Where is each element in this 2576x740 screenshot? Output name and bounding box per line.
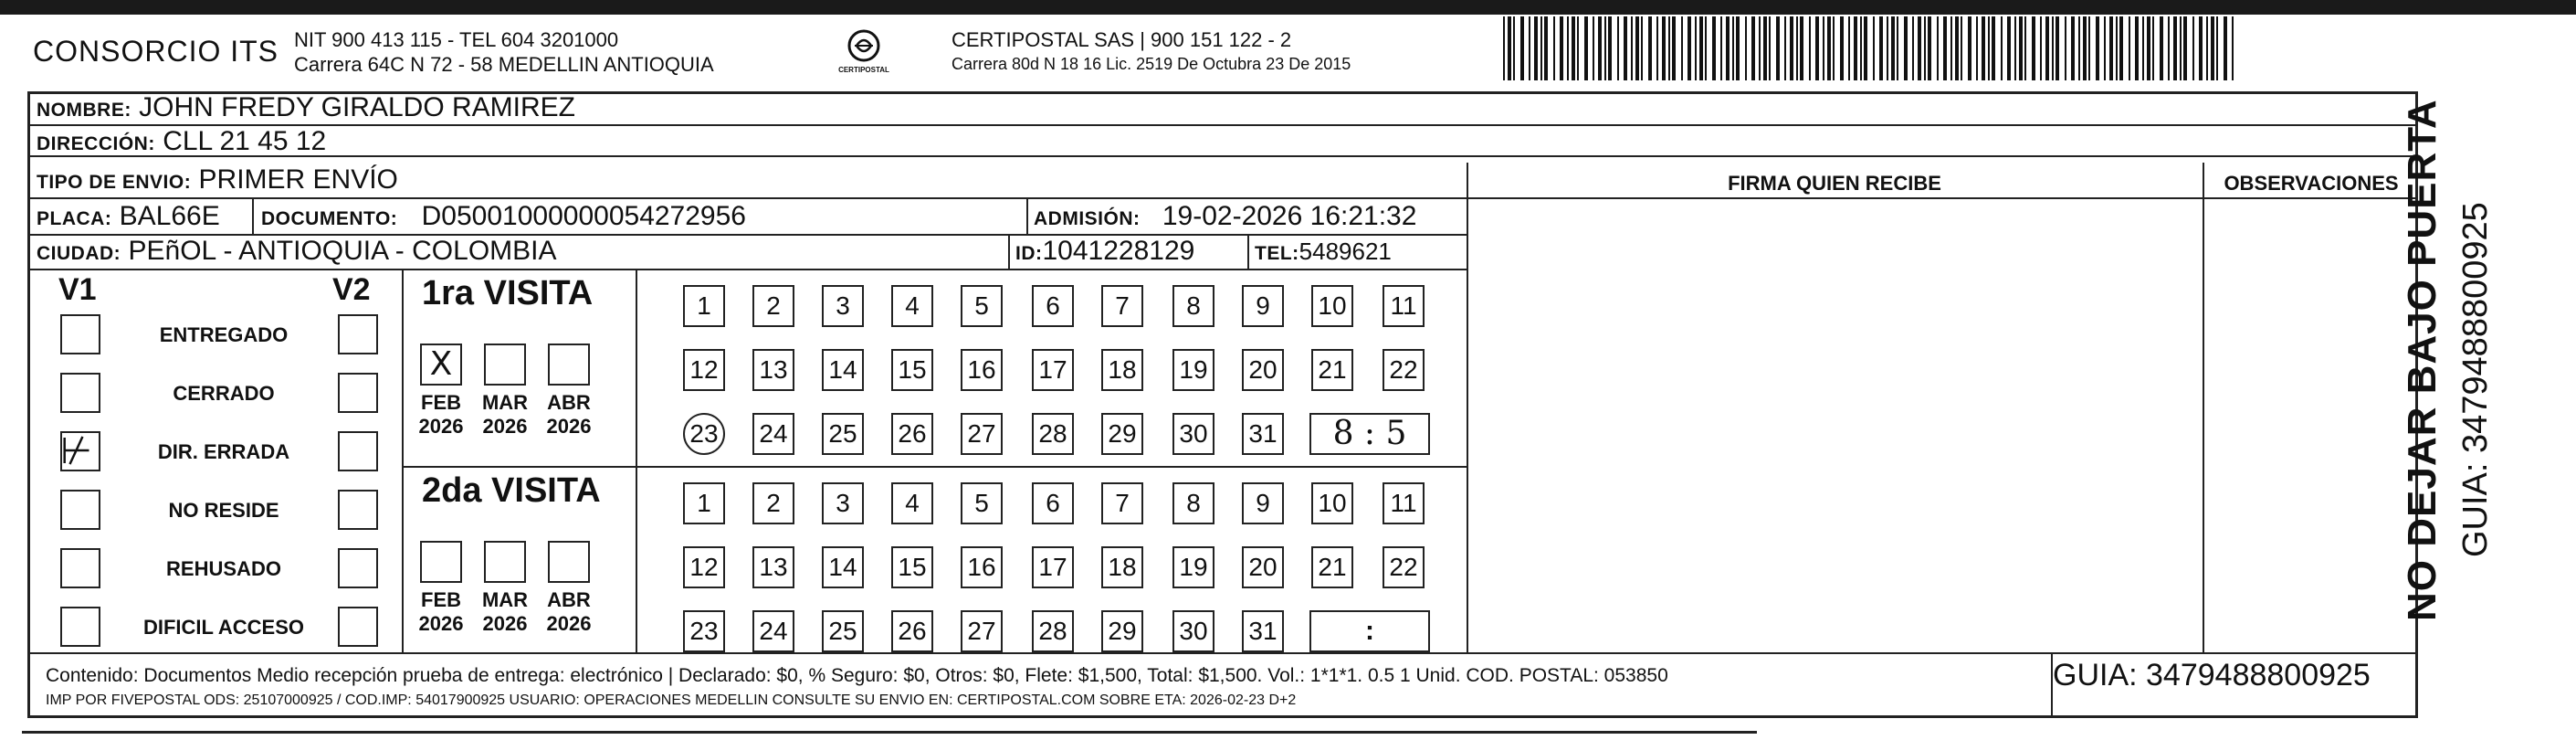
- barcode-bar: [1976, 16, 1978, 80]
- month-label: [537, 588, 601, 636]
- day-box[interactable]: 11: [1383, 285, 1425, 327]
- day-box[interactable]: 1: [683, 285, 725, 327]
- barcode-bar: [1699, 16, 1703, 80]
- v2-heading: V2: [332, 272, 371, 307]
- barcode-bar: [2135, 16, 2139, 80]
- placa-label: PLACA:: [37, 208, 112, 229]
- time-box[interactable]: :: [1309, 610, 1430, 652]
- day-box[interactable]: 17: [1032, 349, 1074, 391]
- courier-address: Carrera 80d N 18 16 Lic. 2519 De Octubra 23 De 2015: [952, 55, 1351, 73]
- barcode-bar: [1860, 16, 1862, 80]
- barcode-bar: [1833, 16, 1835, 80]
- handwritten-check-mark: ⊬: [60, 430, 92, 472]
- barcode-bar: [1827, 16, 1831, 80]
- barcode-bar: [2206, 16, 2208, 80]
- barcode-bar: [1720, 16, 1722, 80]
- status-label: ENTREGADO: [159, 323, 289, 346]
- barcode-bar: [2183, 16, 2187, 80]
- barcode-bar: [1918, 16, 1921, 80]
- status-v2-checkbox[interactable]: [338, 373, 378, 413]
- month-label: [409, 588, 473, 636]
- barcode-bar: [1544, 16, 1548, 80]
- barcode-bar: [1681, 16, 1683, 80]
- certipostal-logo-icon: [846, 27, 882, 64]
- divider: [29, 197, 1467, 199]
- day-box[interactable]: 16: [961, 349, 1003, 391]
- status-label: DIFICIL ACCESO: [142, 616, 304, 639]
- day-box[interactable]: 29: [1101, 413, 1143, 455]
- status-label: CERRADO: [173, 382, 275, 405]
- barcode-bar: [1604, 16, 1606, 80]
- divider: [1247, 234, 1249, 269]
- barcode-bar: [1879, 16, 1883, 80]
- barcode-bar: [1854, 16, 1857, 80]
- barcode-bar: [2024, 16, 2026, 80]
- barcode-bar: [1593, 16, 1594, 80]
- month-label: [473, 391, 537, 439]
- field-tel: [1255, 238, 1392, 268]
- day-box[interactable]: 4: [891, 285, 933, 327]
- day-box[interactable]: 8: [1172, 285, 1214, 327]
- day-box[interactable]: 2: [752, 482, 794, 524]
- field-placa: [37, 203, 220, 233]
- logo-caption: CERTIPOSTAL: [838, 66, 889, 74]
- barcode-bar: [1688, 16, 1691, 80]
- day-box[interactable]: 1: [683, 482, 725, 524]
- divider: [402, 269, 404, 652]
- time-box[interactable]: 8 : 5: [1309, 413, 1430, 455]
- barcode-bar: [1648, 16, 1652, 80]
- day-box[interactable]: 2: [752, 285, 794, 327]
- barcode-bar: [1503, 16, 1505, 80]
- status-v2-checkbox[interactable]: [338, 548, 378, 588]
- barcode-bar: [2001, 16, 2003, 80]
- status-v1-checkbox[interactable]: [60, 373, 100, 413]
- barcode-bar: [1540, 16, 1542, 80]
- status-v1-checkbox[interactable]: [60, 548, 100, 588]
- status-v1-checkbox[interactable]: [60, 607, 100, 647]
- day-box[interactable]: 13: [752, 546, 794, 588]
- day-box[interactable]: 30: [1172, 610, 1214, 652]
- ciudad-label: CIUDAD:: [37, 243, 121, 264]
- barcode-bar: [2232, 16, 2234, 80]
- barcode-bar: [1513, 16, 1515, 80]
- field-documento: [261, 203, 746, 233]
- barcode-bar: [1873, 16, 1875, 80]
- barcode-bar: [2040, 16, 2042, 80]
- nombre-label: NOMBRE:: [37, 100, 131, 121]
- barcode-bar: [1508, 16, 1511, 80]
- month-name: MAR: [481, 391, 529, 414]
- day-box[interactable]: 29: [1101, 610, 1143, 652]
- month-checkbox[interactable]: [484, 344, 526, 386]
- barcode-bar: [2007, 16, 2011, 80]
- admision-label: ADMISIÓN:: [1034, 208, 1141, 229]
- ciudad-value: PEñOL - ANTIOQUIA - COLOMBIA: [128, 236, 557, 266]
- day-box[interactable]: 15: [891, 349, 933, 391]
- barcode: [1503, 16, 2234, 80]
- divider: [29, 652, 2418, 654]
- tel-label: TEL:: [1255, 243, 1299, 264]
- barcode-bar: [2116, 16, 2118, 80]
- month-year: 2026: [418, 612, 464, 635]
- barcode-bar: [2065, 16, 2066, 80]
- barcode-bar: [1897, 16, 1898, 80]
- divider: [1467, 197, 2418, 199]
- day-box[interactable]: 25: [822, 610, 864, 652]
- field-tipo-envio: [37, 166, 398, 196]
- day-box[interactable]: 19: [1172, 546, 1214, 588]
- barcode-bar: [1598, 16, 1602, 80]
- certipostal-logo: [831, 27, 897, 74]
- barcode-bar: [1668, 16, 1670, 80]
- month-checkbox[interactable]: [484, 541, 526, 583]
- sender-nit: NIT 900 413 115 - TEL 604 3201000: [294, 28, 619, 51]
- barcode-bar: [1776, 16, 1780, 80]
- barcode-bar: [2199, 16, 2203, 80]
- barcode-bar: [2078, 16, 2080, 80]
- month-checkbox[interactable]: [548, 541, 590, 583]
- firma-heading: FIRMA QUIEN RECIBE: [1728, 172, 1941, 195]
- day-box[interactable]: 21: [1311, 546, 1353, 588]
- company-name: CONSORCIO ITS: [33, 35, 279, 68]
- barcode-bar: [2180, 16, 2182, 80]
- month-label: [409, 391, 473, 439]
- day-box[interactable]: 18: [1101, 349, 1143, 391]
- day-box[interactable]: 19: [1172, 349, 1214, 391]
- day-box[interactable]: 4: [891, 482, 933, 524]
- day-box[interactable]: 7: [1101, 285, 1143, 327]
- barcode-bar: [1672, 16, 1676, 80]
- nombre-value: JOHN FREDY GIRALDO RAMIREZ: [139, 92, 576, 122]
- barcode-bar: [2152, 16, 2154, 80]
- barcode-bar: [2142, 16, 2144, 80]
- divider: [29, 124, 2418, 126]
- day-box[interactable]: 20: [1242, 546, 1284, 588]
- day-box[interactable]: 25: [822, 413, 864, 455]
- day-box[interactable]: 22: [1383, 349, 1425, 391]
- barcode-bar: [2129, 16, 2130, 80]
- barcode-bar: [1584, 16, 1588, 80]
- month-year: 2026: [482, 612, 528, 635]
- barcode-bar: [1560, 16, 1563, 80]
- barcode-bar: [2052, 16, 2054, 80]
- day-box[interactable]: 10: [1311, 482, 1353, 524]
- direccion-label: DIRECCIÓN:: [37, 133, 155, 154]
- barcode-bar: [1641, 16, 1643, 80]
- day-box[interactable]: 8: [1172, 482, 1214, 524]
- day-box[interactable]: 20: [1242, 349, 1284, 391]
- day-box[interactable]: 17: [1032, 546, 1074, 588]
- barcode-bar: [1624, 16, 1627, 80]
- day-box[interactable]: 27: [961, 413, 1003, 455]
- barcode-bar: [1955, 16, 1959, 80]
- barcode-bar: [2088, 16, 2090, 80]
- barcode-bar: [1553, 16, 1555, 80]
- day-box[interactable]: 28: [1032, 610, 1074, 652]
- day-box[interactable]: 30: [1172, 413, 1214, 455]
- visit-title: 2da VISITA: [422, 471, 601, 510]
- barcode-bar: [1759, 16, 1761, 80]
- courier-info: [952, 27, 1351, 77]
- status-label: NO RESIDE: [168, 499, 279, 522]
- footer-print-info: IMP POR FIVEPOSTAL ODS: 25107000925 / COD.IMP: 54017900925 USUARIO: OPERACIONES MEDELLIN CONSULTE SU ENVIO EN: CERTIPOSTAL.COM SOBRE ETA: 2026-02-23 D+2: [46, 692, 1297, 708]
- field-direccion: [37, 128, 326, 158]
- observaciones-heading: OBSERVACIONES: [2224, 172, 2399, 195]
- barcode-bar: [2147, 16, 2150, 80]
- day-box[interactable]: 18: [1101, 546, 1143, 588]
- day-box[interactable]: 9: [1242, 482, 1284, 524]
- barcode-bar: [1567, 16, 1569, 80]
- divider: [29, 269, 1467, 270]
- barcode-bar: [1904, 16, 1908, 80]
- month-year: 2026: [418, 415, 464, 438]
- day-box[interactable]: 5: [961, 285, 1003, 327]
- courier-nit: CERTIPOSTAL SAS | 900 151 122 - 2: [952, 28, 1292, 51]
- status-v2-checkbox[interactable]: [338, 607, 378, 647]
- top-border: [0, 0, 2576, 15]
- divider: [29, 155, 2418, 157]
- barcode-bar: [1848, 16, 1850, 80]
- barcode-bar: [1840, 16, 1844, 80]
- divider: [1467, 163, 1468, 652]
- day-box[interactable]: 14: [822, 546, 864, 588]
- barcode-bar: [2160, 16, 2163, 80]
- documento-label: DOCUMENTO:: [261, 208, 398, 229]
- barcode-bar: [1726, 16, 1730, 80]
- barcode-bar: [1982, 16, 1985, 80]
- barcode-bar: [1769, 16, 1771, 80]
- barcode-bar: [2045, 16, 2049, 80]
- divider: [2203, 163, 2204, 652]
- barcode-bar: [1950, 16, 1952, 80]
- footer-guia: GUIA: 3479488800925: [2053, 658, 2371, 692]
- barcode-bar: [1712, 16, 1716, 80]
- barcode-bar: [1763, 16, 1767, 80]
- barcode-bar: [1912, 16, 1914, 80]
- placa-value: BAL66E: [119, 201, 220, 231]
- day-box[interactable]: 12: [683, 349, 725, 391]
- barcode-bar: [2119, 16, 2123, 80]
- day-box[interactable]: 31: [1242, 610, 1284, 652]
- barcode-bar: [1988, 16, 1990, 80]
- v1-heading: V1: [58, 272, 97, 307]
- day-box[interactable]: 26: [891, 610, 933, 652]
- barcode-bar: [1705, 16, 1707, 80]
- barcode-bar: [2216, 16, 2218, 80]
- barcode-bar: [1608, 16, 1612, 80]
- month-checkbox[interactable]: [548, 344, 590, 386]
- day-box[interactable]: 21: [1311, 349, 1353, 391]
- month-checkbox[interactable]: X: [420, 344, 462, 386]
- barcode-bar: [1891, 16, 1895, 80]
- day-box[interactable]: 3: [822, 482, 864, 524]
- day-box[interactable]: 11: [1383, 482, 1425, 524]
- direccion-value: CLL 21 45 12: [163, 126, 327, 156]
- barcode-bar: [1937, 16, 1939, 80]
- warning-no-dejar: NO DEJAR BAJO PUERTA: [2400, 99, 2445, 621]
- divider: [252, 199, 254, 234]
- day-box[interactable]: 5: [961, 482, 1003, 524]
- barcode-bar: [1732, 16, 1734, 80]
- documento-value: D05001000000054272956: [421, 201, 746, 231]
- barcode-bar: [2109, 16, 2113, 80]
- status-v2-checkbox[interactable]: [338, 314, 378, 354]
- barcode-bar: [1961, 16, 1962, 80]
- day-box[interactable]: 31: [1242, 413, 1284, 455]
- barcode-bar: [1656, 16, 1658, 80]
- barcode-bar: [2083, 16, 2087, 80]
- status-v1-checkbox[interactable]: [60, 314, 100, 354]
- barcode-bar: [1529, 16, 1530, 80]
- field-admision: [1034, 203, 1416, 233]
- admision-value: 19-02-2026 16:21:32: [1162, 201, 1417, 231]
- side-guia: GUIA: 3479488800925: [2456, 202, 2495, 557]
- barcode-bar: [2032, 16, 2035, 80]
- day-box[interactable]: 26: [891, 413, 933, 455]
- barcode-bar: [2014, 16, 2016, 80]
- barcode-bar: [2192, 16, 2194, 80]
- day-box[interactable]: 13: [752, 349, 794, 391]
- barcode-bar: [1864, 16, 1867, 80]
- day-box[interactable]: 6: [1032, 482, 1074, 524]
- status-label: REHUSADO: [166, 557, 281, 580]
- day-box[interactable]: 12: [683, 546, 725, 588]
- barcode-bar: [1815, 16, 1819, 80]
- tipo-value: PRIMER ENVÍO: [198, 164, 398, 195]
- barcode-bar: [1809, 16, 1811, 80]
- field-ciudad: [37, 238, 557, 268]
- day-box[interactable]: 7: [1101, 482, 1143, 524]
- barcode-bar: [1745, 16, 1747, 80]
- month-name: FEB: [421, 588, 461, 611]
- day-box[interactable]: 15: [891, 546, 933, 588]
- id-value: 1041228129: [1042, 236, 1195, 266]
- day-box[interactable]: 14: [822, 349, 864, 391]
- barcode-bar: [1662, 16, 1666, 80]
- bottom-edge: [22, 731, 1757, 734]
- barcode-bar: [2019, 16, 2023, 80]
- day-box[interactable]: 16: [961, 546, 1003, 588]
- day-box[interactable]: 22: [1383, 546, 1425, 588]
- day-box[interactable]: 24: [752, 610, 794, 652]
- divider: [1008, 234, 1010, 269]
- month-name: ABR: [547, 588, 591, 611]
- footer-content: Contenido: Documentos Medio recepción prueba de entrega: electrónico | Declarado: $0, % Seguro: $0, Otros: $0, Flete: $1,500, Total: $1,500. Vol.: 1*1*1. 0.5 1 Unid. COD. POSTAL: 053850: [46, 665, 1668, 686]
- barcode-bar: [1577, 16, 1579, 80]
- barcode-bar: [2096, 16, 2099, 80]
- barcode-bar: [1943, 16, 1947, 80]
- barcode-bar: [2071, 16, 2075, 80]
- barcode-bar: [1924, 16, 1926, 80]
- day-box[interactable]: 24: [752, 413, 794, 455]
- barcode-bar: [1800, 16, 1803, 80]
- barcode-bar: [2224, 16, 2227, 80]
- month-checkbox[interactable]: [420, 541, 462, 583]
- month-name: ABR: [547, 391, 591, 414]
- divider: [402, 466, 1467, 468]
- barcode-bar: [1928, 16, 1931, 80]
- status-label: DIR. ERRADA: [157, 440, 290, 463]
- barcode-bar: [1887, 16, 1888, 80]
- barcode-bar: [1572, 16, 1575, 80]
- day-box[interactable]: 28: [1032, 413, 1074, 455]
- barcode-bar: [2056, 16, 2059, 80]
- month-year: 2026: [482, 415, 528, 438]
- month-year: 2026: [546, 415, 592, 438]
- status-v2-checkbox[interactable]: [338, 490, 378, 530]
- barcode-bar: [2104, 16, 2106, 80]
- sender-info: [294, 27, 714, 77]
- month-year: 2026: [546, 612, 592, 635]
- month-label: [537, 391, 601, 439]
- barcode-bar: [1968, 16, 1971, 80]
- barcode-bar: [1617, 16, 1619, 80]
- barcode-bar: [1520, 16, 1524, 80]
- barcode-bar: [1736, 16, 1740, 80]
- visit-title: 1ra VISITA: [422, 274, 594, 312]
- barcode-bar: [1534, 16, 1538, 80]
- month-name: MAR: [481, 588, 529, 611]
- barcode-bar: [1784, 16, 1786, 80]
- barcode-bar: [1790, 16, 1793, 80]
- day-box[interactable]: 3: [822, 285, 864, 327]
- id-label: ID:: [1015, 243, 1043, 264]
- barcode-bar: [2168, 16, 2170, 80]
- day-box[interactable]: 27: [961, 610, 1003, 652]
- month-name: FEB: [421, 391, 461, 414]
- barcode-bar: [1992, 16, 1995, 80]
- day-box[interactable]: 23: [683, 413, 725, 455]
- status-v2-checkbox[interactable]: [338, 431, 378, 471]
- barcode-bar: [1823, 16, 1824, 80]
- divider: [636, 269, 637, 652]
- tipo-label: TIPO DE ENVIO:: [37, 172, 192, 193]
- barcode-bar: [2211, 16, 2214, 80]
- barcode-bar: [1751, 16, 1755, 80]
- day-box[interactable]: 9: [1242, 285, 1284, 327]
- divider: [1026, 199, 1028, 234]
- barcode-bar: [1631, 16, 1633, 80]
- barcode-bar: [1635, 16, 1639, 80]
- status-v1-checkbox[interactable]: [60, 490, 100, 530]
- barcode-bar: [1796, 16, 1798, 80]
- day-box[interactable]: 10: [1311, 285, 1353, 327]
- day-box[interactable]: 6: [1032, 285, 1074, 327]
- day-box[interactable]: 23: [683, 610, 725, 652]
- sender-address: Carrera 64C N 72 - 58 MEDELLIN ANTIOQUIA: [294, 53, 714, 76]
- field-id: [1015, 238, 1194, 268]
- field-nombre: [37, 94, 575, 124]
- month-label: [473, 588, 537, 636]
- barcode-bar: [2173, 16, 2177, 80]
- barcode-bar: [1695, 16, 1697, 80]
- tel-value: 5489621: [1299, 238, 1392, 265]
